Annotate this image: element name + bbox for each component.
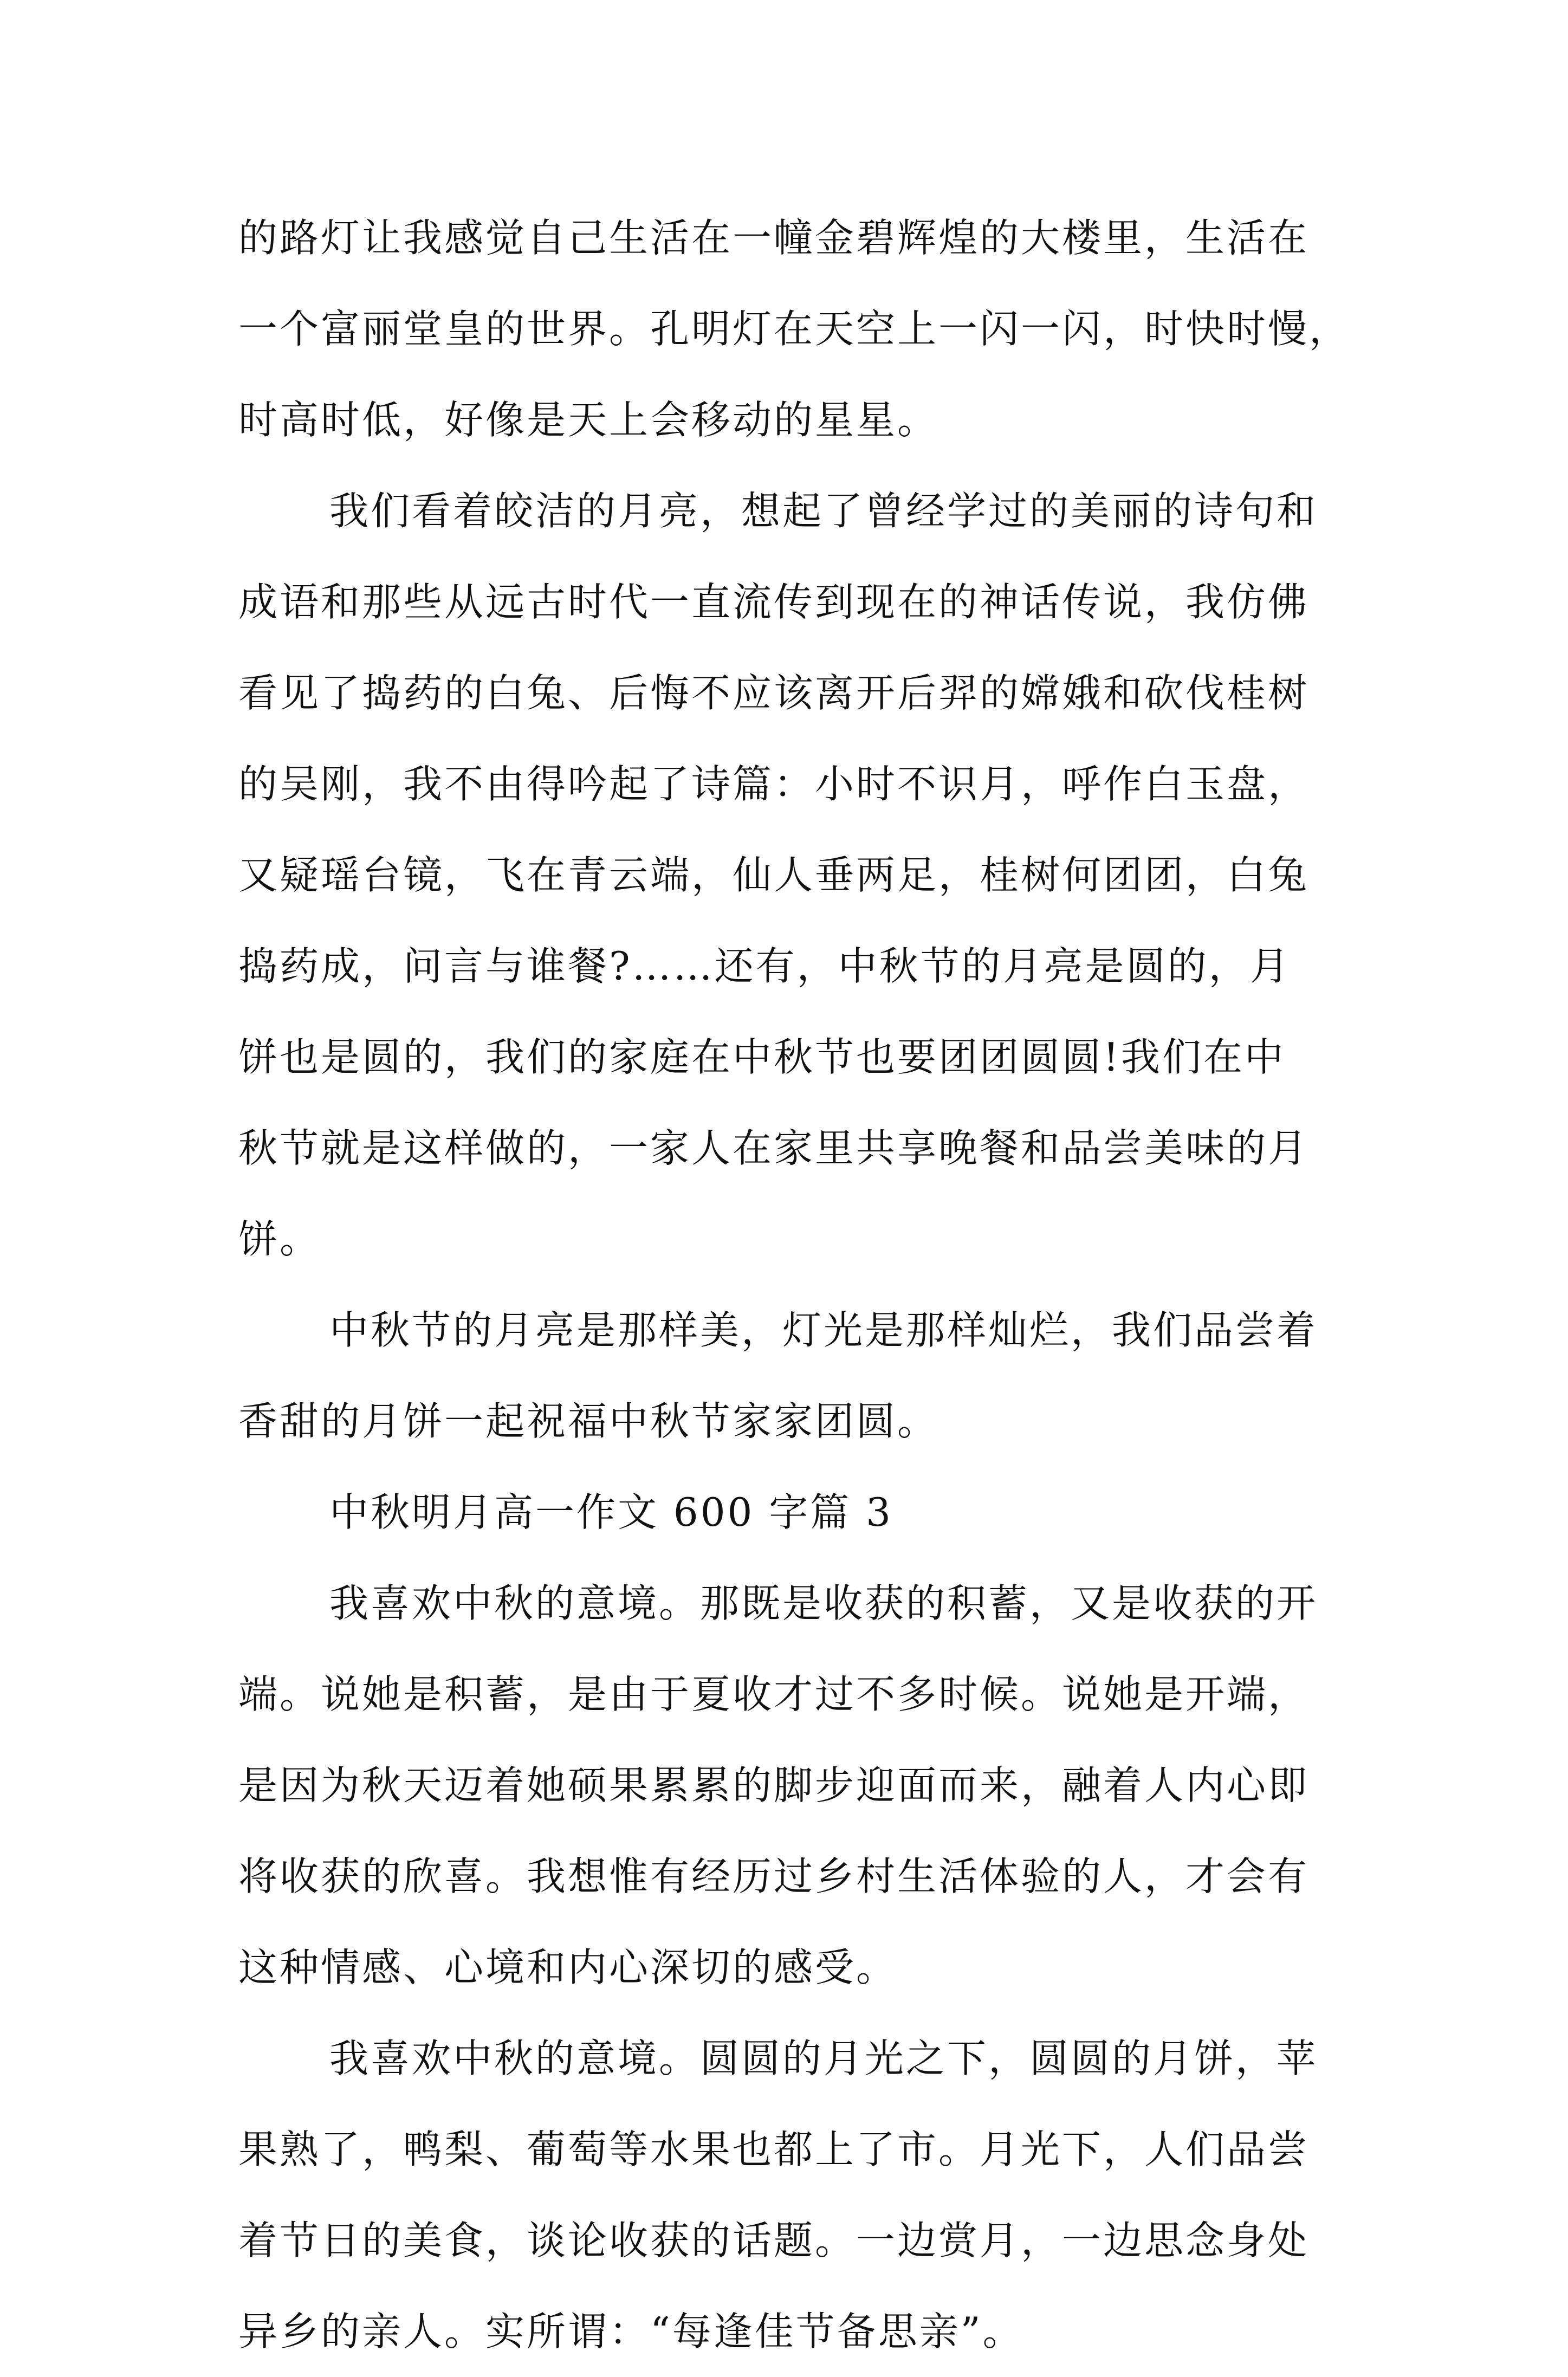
text-line: 着节日的美食，谈论收获的话题。一边赏月，一边思念身处 bbox=[238, 2218, 1310, 2263]
text-line: 这种情感、心境和内心深切的感受。 bbox=[238, 1945, 898, 1990]
text-line: 异乡的亲人。实所谓：“每逢佳节备思亲”。 bbox=[238, 2309, 1024, 2354]
text-line: 时高时低，好像是天上会移动的星星。 bbox=[238, 397, 939, 443]
text-line: 捣药成，问言与谁餐?……还有，中秋节的月亮是圆的，月 bbox=[238, 943, 1291, 989]
text-line: 中秋明月高一作文 600 字篇 3 bbox=[329, 1489, 893, 1535]
document-body bbox=[238, 192, 1355, 2377]
text-line: 我喜欢中秋的意境。那既是收获的积蓄，又是收获的开 bbox=[329, 1581, 1318, 1626]
text-line: 秋节就是这样做的，一家人在家里共享晚餐和品尝美味的月 bbox=[238, 1125, 1310, 1171]
text-line: 中秋节的月亮是那样美，灯光是那样灿烂，我们品尝着 bbox=[329, 1307, 1318, 1353]
text-line: 饼。 bbox=[238, 1216, 321, 1262]
text-line: 饼也是圆的，我们的家庭在中秋节也要团团圆圆!我们在中 bbox=[238, 1034, 1286, 1080]
text-line: 端。说她是积蓄，是由于夏收才过不多时候。说她是开端， bbox=[238, 1672, 1310, 1717]
text-line: 香甜的月饼一起祝福中秋节家家团圆。 bbox=[238, 1398, 939, 1444]
text-line: 我们看着皎洁的月亮，想起了曾经学过的美丽的诗句和 bbox=[329, 488, 1318, 534]
text-line: 的路灯让我感觉自己生活在一幢金碧辉煌的大楼里，生活在 bbox=[238, 215, 1310, 261]
text-line: 又疑瑶台镜，飞在青云端，仙人垂两足，桂树何团团，白兔 bbox=[238, 852, 1310, 898]
text-line: 成语和那些从远古时代一直流传到现在的神话传说，我仿佛 bbox=[238, 579, 1310, 625]
text-line: 我喜欢中秋的意境。圆圆的月光之下，圆圆的月饼，苹 bbox=[329, 2036, 1318, 2081]
text-line: 的吴刚，我不由得吟起了诗篇：小时不识月，呼作白玉盘， bbox=[238, 761, 1310, 807]
text-line: 果熟了，鸭梨、葡萄等水果也都上了市。月光下，人们品尝 bbox=[238, 2127, 1310, 2172]
text-line: 将收获的欣喜。我想惟有经历过乡村生活体验的人，才会有 bbox=[238, 1854, 1310, 1899]
text-line: 是因为秋天迈着她硕果累累的脚步迎面而来，融着人内心即 bbox=[238, 1763, 1310, 1808]
text-line: 看见了捣药的白兔、后悔不应该离开后羿的嫦娥和砍伐桂树 bbox=[238, 670, 1310, 716]
text-line: 一个富丽堂皇的世界。孔明灯在天空上一闪一闪，时快时慢， bbox=[238, 306, 1351, 352]
